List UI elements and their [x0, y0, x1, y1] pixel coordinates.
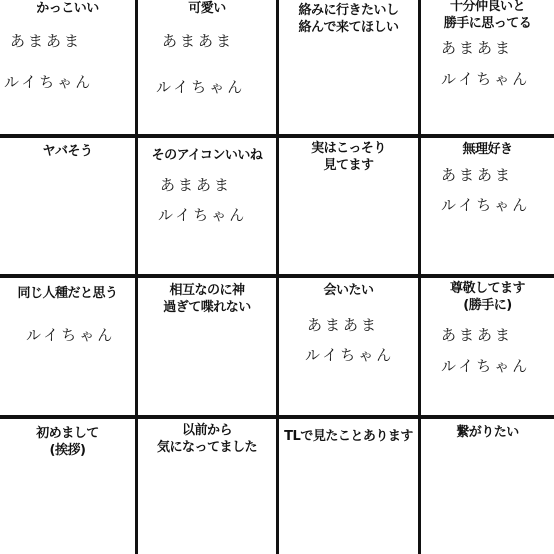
cell-title: 初めまして (挨拶) [36, 426, 99, 458]
cell-title: 無理好き [462, 142, 513, 157]
handwritten-name: あまあま [162, 32, 235, 50]
handwritten-name: あまあま [307, 316, 380, 334]
cell-onaji-jinshu [0, 278, 135, 415]
cell-title: 可愛い [188, 1, 226, 16]
cell-juubun-nakayoi [421, 0, 554, 134]
cell-title: 相互なのに神 過ぎて喋れない [163, 283, 251, 315]
cell-sonkei-shitemasu [421, 278, 554, 415]
cell-title: 絡みに行きたいし 絡んで来てほしい [298, 3, 399, 35]
cell-title: 同じ人種だと思う [17, 286, 118, 301]
cell-title: かっこいい [36, 1, 99, 16]
handwritten-name: あまあま [441, 166, 514, 184]
handwritten-name: あまあま [441, 39, 514, 57]
handwritten-name: あまあま [10, 32, 83, 50]
cell-karami-ni-ikitai [279, 0, 418, 134]
cell-title: 以前から 気になってました [156, 423, 257, 455]
handwritten-name: ルイちゃん [26, 326, 116, 344]
cell-aitai [279, 278, 418, 415]
cell-title: 繋がりたい [456, 425, 519, 440]
cell-kawaii [138, 0, 276, 134]
handwritten-name: ルイちゃん [441, 70, 531, 88]
handwritten-name: ルイちゃん [441, 196, 531, 214]
cell-hajimemashite [0, 419, 135, 554]
cell-tsunagaritai [421, 419, 554, 554]
cell-jitsu-wa-kossori [279, 138, 418, 274]
handwritten-name: ルイちゃん [158, 206, 248, 224]
cell-yabasou [0, 138, 135, 274]
cell-title: 会いたい [323, 283, 374, 298]
cell-title: ヤバそう [42, 144, 93, 159]
cell-sono-icon-iine [138, 138, 276, 274]
handwritten-name: ルイちゃん [305, 346, 395, 364]
cell-kakkoii [0, 0, 135, 134]
cell-title: TLで見たことあります [284, 429, 413, 444]
handwritten-name: あまあま [441, 326, 514, 344]
cell-title: 実はこっそり 見てます [311, 141, 386, 173]
cell-sougo-nanoni-kami [138, 278, 276, 415]
cell-title: 尊敬してます (勝手に) [449, 281, 525, 313]
cell-muri-suki [421, 138, 554, 274]
cell-tl-de-mita [279, 419, 418, 554]
cell-izen-kara [138, 419, 276, 554]
cell-title: 十分仲良いと 勝手に思ってる [443, 0, 532, 31]
handwritten-name: ルイちゃん [441, 357, 531, 375]
handwritten-name: ルイちゃん [156, 78, 246, 96]
handwritten-name: ルイちゃん [4, 73, 94, 91]
handwritten-name: あまあま [160, 176, 233, 194]
cell-title: そのアイコンいいね [151, 148, 263, 163]
